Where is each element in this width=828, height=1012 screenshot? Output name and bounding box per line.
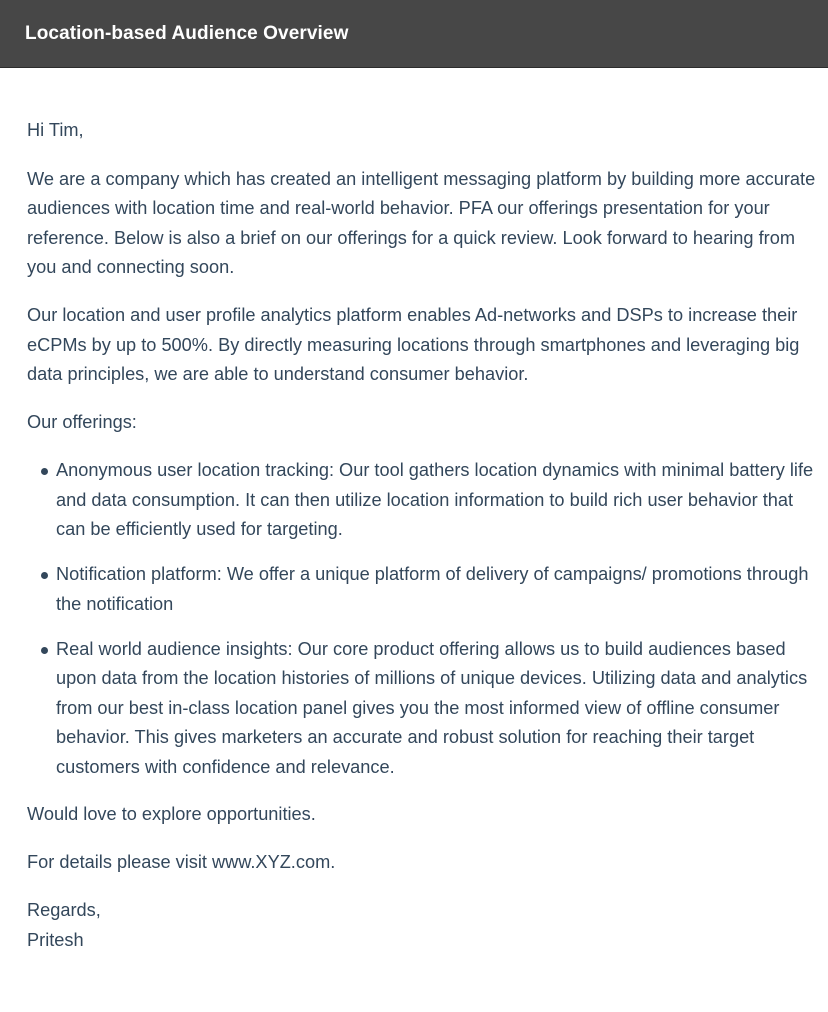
- offerings-list: [27, 456, 818, 782]
- list-item-text: Notification platform: We offer a unique platform of delivery of campaigns/ promotions through the notification: [56, 564, 809, 614]
- list-item-text: Anonymous user location tracking: Our tool gathers location dynamics with minimal battery life and data consumption. It can then utilize location information to build rich user behavior that can be efficiently used for targeting.: [56, 460, 814, 539]
- signoff: Regards,: [27, 900, 101, 920]
- intro-paragraph: We are a company which has created an intelligent messaging platform by building more accurate audiences with location time and real-world behavior. PFA our offerings presentation for your reference. Below is also a brief on our offerings for a quick review. Look forward to hearing from you and connecting soon.: [27, 168, 816, 277]
- list-item: [27, 635, 818, 783]
- greeting: Hi Tim,: [27, 120, 84, 140]
- details-line: For details please visit www.XYZ.com.: [27, 852, 336, 872]
- list-item: [27, 560, 818, 619]
- page-title: Location-based Audience Overview: [25, 22, 349, 44]
- list-item-text: Real world audience insights: Our core product offering allows us to build audiences based upon data from the location histories of millions of unique devices. Utilizing data and analytics from our best in-class location panel gives you the most informed view of offline consumer behavior. This gives marketers an accurate and robust solution for reaching their target customers with confidence and relevance.: [56, 638, 808, 777]
- list-item: [27, 456, 818, 545]
- signature: [27, 896, 818, 955]
- sender-name: Pritesh: [27, 929, 84, 950]
- offerings-heading: Our offerings:: [27, 412, 137, 432]
- bullet-icon: [41, 572, 48, 579]
- platform-paragraph: Our location and user profile analytics platform enables Ad-networks and DSPs to increase their eCPMs by up to 500%. By directly measuring locations through smartphones and leveraging big data principles, we are able to understand consumer behavior.: [27, 305, 800, 384]
- closing-line: Would love to explore opportunities.: [27, 804, 316, 824]
- title-bar: [0, 0, 828, 68]
- email-body: [0, 68, 828, 955]
- bullet-icon: [41, 468, 48, 475]
- bullet-icon: [41, 647, 48, 654]
